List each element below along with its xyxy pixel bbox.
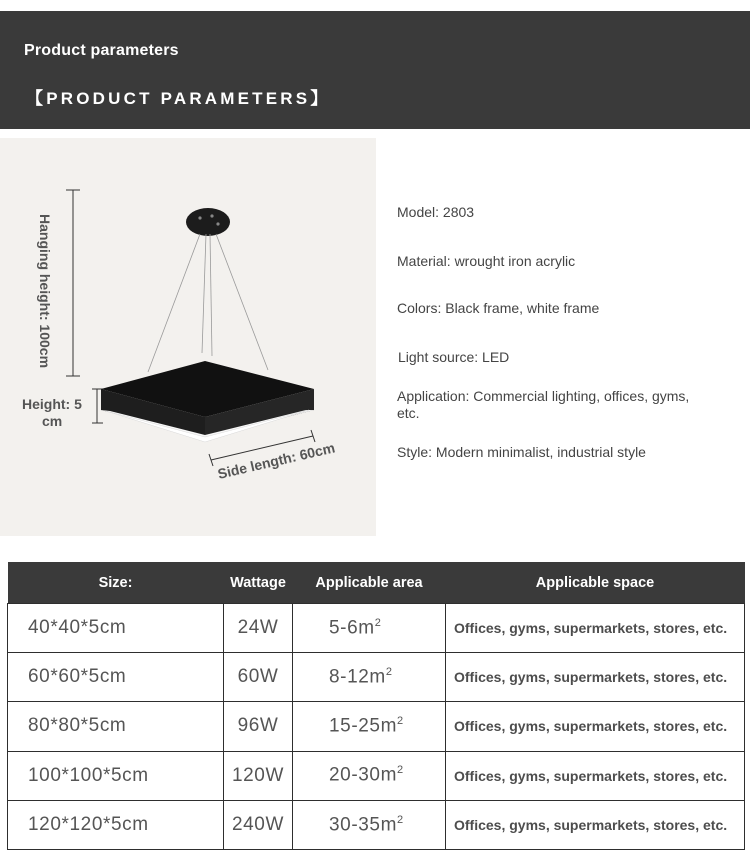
cell-space: Offices, gyms, supermarkets, stores, etc. xyxy=(446,800,745,849)
page-title: Product parameters xyxy=(24,42,179,59)
product-image-panel xyxy=(0,138,376,536)
cell-space: Offices, gyms, supermarkets, stores, etc. xyxy=(446,604,745,653)
spec-model: Model: 2803 xyxy=(397,204,475,220)
area-unit-sup: 2 xyxy=(374,616,382,629)
height-label-line2: cm xyxy=(42,413,63,429)
area-unit-sup: 2 xyxy=(397,764,404,777)
area-unit-sup: 2 xyxy=(385,666,393,679)
cell-wattage: 60W xyxy=(224,653,293,702)
spec-application-line2: etc. xyxy=(397,405,420,421)
cell-size: 100*100*5cm xyxy=(8,751,224,800)
cell-area xyxy=(293,604,446,653)
area-value: 20-30m xyxy=(329,764,398,786)
spec-application-line1: Application: Commercial lighting, offices, gyms, xyxy=(397,388,690,404)
area-value: 15-25m xyxy=(329,715,398,737)
lamp-frame xyxy=(101,361,314,442)
cell-space: Offices, gyms, supermarkets, stores, etc. xyxy=(446,653,745,702)
suspension-wires xyxy=(148,234,268,372)
spec-style: Style: Modern minimalist, industrial style xyxy=(397,444,646,460)
table-row xyxy=(8,800,745,849)
cell-wattage: 120W xyxy=(224,751,293,800)
height-label-line1: Height: 5 xyxy=(22,396,82,412)
cell-area xyxy=(293,751,446,800)
area-value: 30-35m xyxy=(329,814,398,836)
cell-size: 120*120*5cm xyxy=(8,800,224,849)
table-row xyxy=(8,751,745,800)
cell-area xyxy=(293,702,446,751)
table-row xyxy=(8,702,745,751)
area-unit-sup: 2 xyxy=(397,813,404,826)
page-subtitle: 【PRODUCT PARAMETERS】 xyxy=(26,89,331,108)
header-area: Applicable area xyxy=(293,562,446,604)
spec-material: Material: wrought iron acrylic xyxy=(397,253,576,269)
pendant-lamp-diagram xyxy=(0,138,376,536)
area-value: 8-12m xyxy=(329,666,386,688)
cell-space: Offices, gyms, supermarkets, stores, etc. xyxy=(446,702,745,751)
area-value: 5-6m xyxy=(329,617,375,639)
size-table xyxy=(7,562,745,850)
spec-light-source: Light source: LED xyxy=(398,349,510,365)
cell-size: 60*60*5cm xyxy=(8,653,224,702)
cell-wattage: 24W xyxy=(224,604,293,653)
cell-space: Offices, gyms, supermarkets, stores, etc. xyxy=(446,751,745,800)
area-unit-sup: 2 xyxy=(397,715,404,728)
cell-area xyxy=(293,800,446,849)
cell-wattage: 240W xyxy=(224,800,293,849)
spec-colors: Colors: Black frame, white frame xyxy=(397,300,600,316)
table-row xyxy=(8,604,745,653)
cell-area xyxy=(293,653,446,702)
hanging-height-label: Hanging height: 100cm xyxy=(37,214,53,369)
side-length-label: Side length: 60cm xyxy=(216,439,337,482)
header-space: Applicable space xyxy=(446,562,745,604)
cell-size: 40*40*5cm xyxy=(8,604,224,653)
cell-size: 80*80*5cm xyxy=(8,702,224,751)
page-header xyxy=(0,11,750,129)
table-header-row xyxy=(8,562,745,604)
header-wattage: Wattage xyxy=(224,562,293,604)
table-row xyxy=(8,653,745,702)
header-size: Size: xyxy=(8,562,224,604)
cell-wattage: 96W xyxy=(224,702,293,751)
ceiling-canopy xyxy=(186,208,230,236)
hanging-height-dimension xyxy=(66,190,80,376)
